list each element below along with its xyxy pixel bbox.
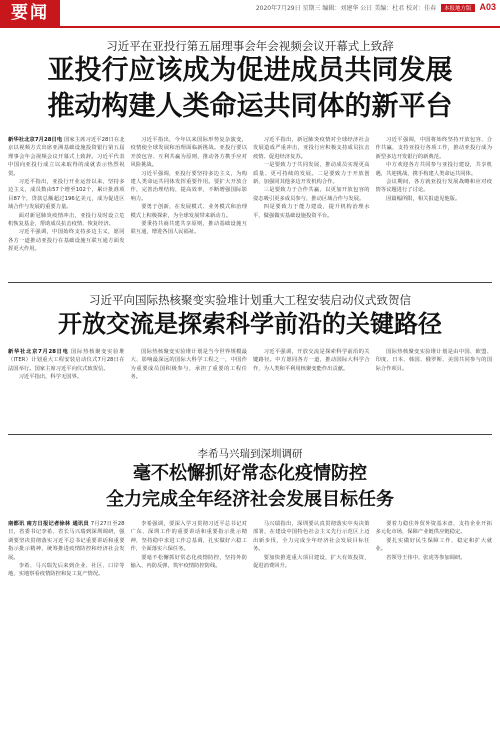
masthead <box>0 0 500 26</box>
story3-paragraph: 李希、马兴瑞先后来到企业、社区、口岸等地，实地察看疫情防控和复工复产情况。 <box>8 563 125 578</box>
story1-paragraph: 习近平指出，今年以来国际形势复杂演变，疫情使全球发展和治理面临新挑战。亚投行要以开放包容、互利共赢为原则，推动各方携手应对风险挑战。 <box>130 137 247 169</box>
story2-paragraph: 国际热核聚变实验堆（ITER）计划重大工程安装启动仪式7月28日在法国举行。国家主席习近平向仪式致贺信。 <box>8 349 125 372</box>
story2-headline: 开放交流是探索科学前沿的关键路径 <box>58 310 442 338</box>
edition-badge: 本报地方版 <box>441 4 475 12</box>
story3-paragraph: 要加快推进重大项目建设，扩大有效投资，促进消费回升。 <box>253 554 370 570</box>
page-number: A03 <box>479 2 496 12</box>
story1-paragraph: 因篇幅所限，相关报道见他版。 <box>386 195 461 202</box>
story3-paragraph: 要毫不松懈抓好常态化疫情防控，坚持外防输入、内防反弹，筑牢疫情防控防线。 <box>130 554 247 570</box>
story2-paragraph: 习近平强调，开放交流是探索科学前沿的关键路径。中方愿同各方一道，推动国际大科学合作，为人类和平利用核聚变能作出贡献。 <box>253 349 370 372</box>
story2-paragraph: 国际热核聚变实验堆计划是当今世界规模最大、影响最深远的国际大科学工程之一，中国作为重要成员国积极参与，承担了重要的工程任务。 <box>130 349 247 381</box>
story-divider <box>8 434 492 435</box>
story1-column <box>253 136 370 276</box>
story3-paragraph: 马兴瑞指出，深圳要认真贯彻落实中央决策部署，在建设中国特色社会主义先行示范区上迈出新步伐，全力完成全年经济社会发展目标任务。 <box>253 521 370 553</box>
story2-column <box>8 348 125 430</box>
story3-paragraph: 要着力稳住外贸外资基本盘，支持企业开拓多元化市场，保障产业链供应链稳定。 <box>375 521 492 536</box>
story3-headline: 毫不松懈抓好常态化疫情防控 <box>133 463 367 484</box>
story2-column <box>131 348 248 430</box>
story2-column <box>376 348 493 430</box>
story1-paragraph: 要秉持共商共建共享原则，推动基础设施互联互通，增进各国人民福祉。 <box>130 221 247 236</box>
story3-column <box>131 520 248 744</box>
story3-column <box>8 520 125 744</box>
story3-paragraph: 省领导王伟中、张虎等参加调研。 <box>386 554 466 561</box>
story1-kicker: 习近平在亚投行第五届理事会年会视频会议开幕式上致辞 <box>106 39 394 53</box>
story1-paragraph: 中方欢迎各方共同参与亚投行建设，共享机遇，共迎挑战，携手构建人类命运共同体。 <box>375 162 492 177</box>
story2-dateline: 新华社北京7月28日电 <box>8 349 69 355</box>
story1-paragraph: 四是要致力于能力建设，提升机构治理水平，做强做实基础设施投资平台。 <box>253 204 370 219</box>
story1-paragraph: 习近平指出，亚投行开业运营以来，坚持多边主义，成员数由57个增至102个，累计批准项目87个，贷款总额超过196亿美元，成为促进区域合作与发展的重要力量。 <box>8 179 125 211</box>
story3-body <box>8 520 492 744</box>
header-rule <box>0 26 500 28</box>
story1-paragraph: 会议期间，各方就亚投行发展战略和应对疫情等议题进行了讨论。 <box>375 179 492 194</box>
story1-paragraph: 三是要致力于合作共赢，以更加开放包容的姿态吸引更多成员参与，推动区域合作与发展。 <box>253 187 370 202</box>
story1-paragraph: 习近平指出，新冠肺炎疫情对全球经济社会发展造成严重冲击，亚投行应积极支持成员抗击疫情、促进经济复苏。 <box>253 137 370 160</box>
story1-column <box>131 136 248 276</box>
story1-column <box>376 136 493 276</box>
story1-body <box>8 136 492 276</box>
story1-paragraph: 一是要致力于共同发展，推动成员实现更高质量、更可持续的发展。二是要致力于开放创新，加强同其他多边开发机构合作。 <box>253 162 370 186</box>
story2-column <box>253 348 370 430</box>
story1-column <box>8 136 125 276</box>
issue-date-line: 2020年7月29日 星期三 编辑：刘建华 公日 美编：杜君 校对：佳春 <box>255 5 437 12</box>
section-tag: 要闻 <box>0 0 60 26</box>
story3-paragraph: 7月27日至28日，省委书记李希、省长马兴瑞到深圳调研，强调要坚决贯彻落实习近平总书记重要讲话和重要指示批示精神，统筹推进疫情防控和经济社会发展。 <box>8 521 125 561</box>
story3-column <box>253 520 370 744</box>
story3-paragraph: 要扎实做好民生保障工作，稳定和扩大就业。 <box>375 537 492 553</box>
story1-paragraph: 要勇于创新，在发展模式、业务模式和治理模式上积极探索，为全球发展带来新动力。 <box>130 204 247 219</box>
story3-dateline: 南都讯 南方日报记者徐林 通讯员 <box>8 521 89 527</box>
story1-paragraph: 习近平强调，中国将始终坚持开放包容、合作共赢，支持亚投行各项工作，推动亚投行成为新型多边开发银行的新典范。 <box>375 137 492 160</box>
story3-kicker: 李希马兴瑞到深圳调研 <box>197 448 303 460</box>
story3-column <box>376 520 493 744</box>
story2-body <box>8 348 492 430</box>
story-divider <box>8 282 492 283</box>
story2-paragraph: 国际热核聚变实验堆计划是由中国、欧盟、印度、日本、韩国、俄罗斯、美国共同参与的国际合作项目。 <box>375 349 492 372</box>
header-info <box>256 2 496 12</box>
story1-paragraph: 面对新冠肺炎疫情冲击，亚投行及时设立危机恢复基金，帮助成员抗击疫情、恢复经济。 <box>8 212 125 228</box>
story1-paragraph: 国家主席习近平28日在北京以视频方式出席亚洲基础设施投资银行第五届理事会年会视频会议开幕式上致辞。习近平代表中国向亚投行成立以来取得的成就表示热烈祝贺。 <box>8 137 125 177</box>
story1-dateline: 新华社北京7月28日电 <box>8 137 63 143</box>
story2-paragraph: 习近平指出，科学无国界。 <box>18 374 83 381</box>
story3-paragraph: 李希强调，要深入学习贯彻习近平总书记对广东、深圳工作的重要讲话和重要指示批示精神，坚持稳中求进工作总基调，扎实做好六稳工作，全面落实六保任务。 <box>130 521 247 553</box>
story3-subheadline: 全力完成全年经济社会发展目标任务 <box>106 489 394 510</box>
story1-headline-line1: 亚投行应该成为促进成员共同发展 <box>47 55 453 86</box>
story1-paragraph: 习近平强调，中国始终支持多边主义，愿同各方一道推动亚投行在基础设施互联互通方面发挥更大作用。 <box>8 229 125 253</box>
story1-paragraph: 习近平强调，亚投行要坚持多边主义，为构建人类命运共同体发挥重要作用。要扩大开放合作，完善治理结构，提高效率，不断增强国际影响力。 <box>130 170 247 202</box>
story2-kicker: 习近平向国际热核聚变实验堆计划重大工程安装启动仪式致贺信 <box>89 293 411 307</box>
story1-headline-line2: 推动构建人类命运共同体的新平台 <box>47 91 453 122</box>
